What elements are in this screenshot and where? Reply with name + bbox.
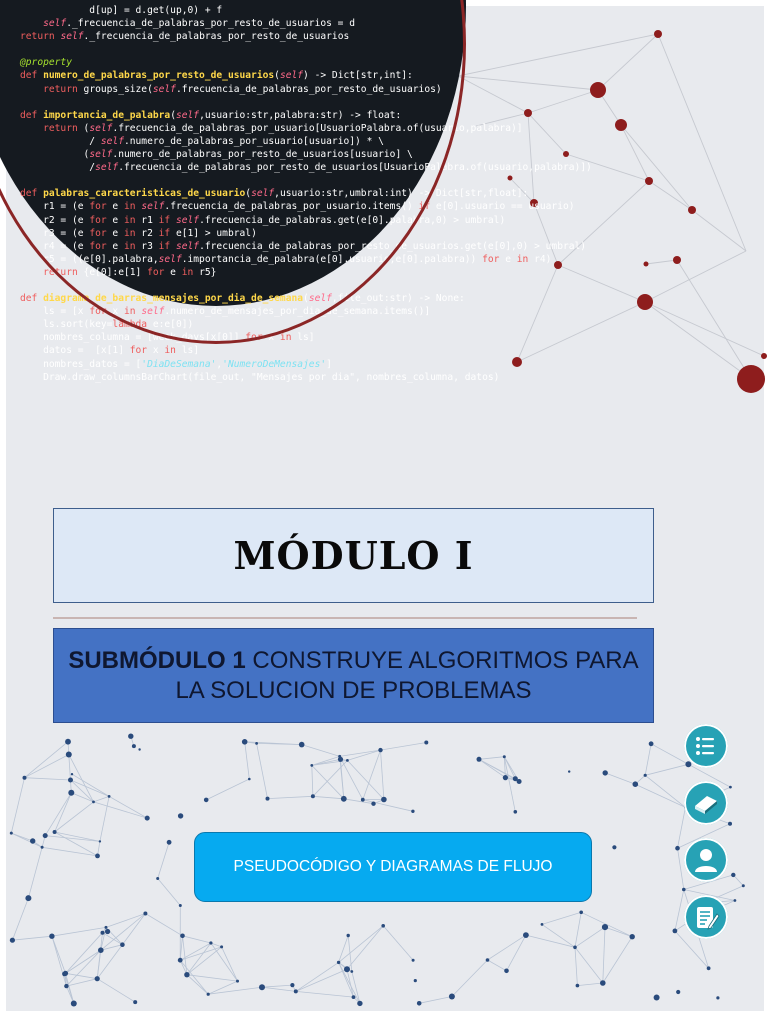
pseudocode-flowchart-button[interactable] — [194, 832, 592, 902]
submodule-number: SUBMÓDULO 1 — [68, 646, 246, 674]
list-icon[interactable] — [684, 724, 728, 768]
submodule-box — [53, 628, 654, 723]
submodule-description: CONSTRUYE ALGORITMOS PARA LA SOLUCION DE PROBLEMAS — [175, 646, 639, 704]
code-snippet: d[up] = d.get(up,0) + f self._frecuencia_de_palabras_por_resto_de_usuarios = d return self._frecuencia_de_palabras_por_resto_de_usuarios @property def numero_de_palabras_por_resto_de_usuarios(self) -> Dict[str,int]: return groups_size(self.frecuencia_de_palabras_por_resto_de_usuarios) def importancia_de_palabra(self,usuario:str,palabra:str) -> float: return (self.frecuencia_de_palabras_por_usuario[UsuarioPalabra.of(usuario,palabra)] / self.numero_de_palabras_por_usuario[usuario]) * \ (self.numero_de_palabras_por_resto_de_usuarios[usuario] \ /self.frecuencia_de_palabras_por_resto_de_usuarios[UsuarioPalabra.of(usuario,palabra)]) def palabras_caracteristicas_de_usuario(self,usuario:str,umbral:int) -> Dict[str,float]: r1 = (e for e in self.frecuencia_de_palabras_por_usuario.items() if e[0].usuario == usuario) r2 = (e for e in r1 if self.frecuencia_de_palabras.get(e[0].palabra,0) > umbral) r3 = (e for e in r2 if e[1] > umbral) r4 = (e for e in r3 if self.frecuencia_de_palabras_por_resto_de_usuarios.get(e[0],0) > umbral) r5 = ((e[0].palabra,self.importancia_de_palabra(e[0].usuario,e[0].palabra)) for e in r4) return {e[0]:e[1] for e in r5} def diagrama_de_barras_mensajes_por_dia_de_semana(self,file_out:str) -> None: ls = [x for x in self.numero_de_mensajes_por_dia_de_semana.items()] ls.sort(key=lambda e:e[0]) nombres_columna = [week_days[x[0]] for x in ls] datos = [x[1] for x in ls] nombres_datos = ['DiaDeSemana','NumeroDeMensajes'] Draw.draw_columnsBarChart(file_out, "Mensajes por dia", nombres_columna, datos) — [20, 5, 592, 383]
pseudocode-flowchart-label: PSEUDOCÓDIGO Y DIAGRAMAS DE FLUJO — [233, 858, 553, 875]
submodule-title — [68, 646, 639, 706]
notepad-icon[interactable] — [684, 895, 728, 939]
user-icon[interactable] — [684, 838, 728, 882]
module-title-box — [53, 508, 654, 603]
book-icon[interactable] — [684, 781, 728, 825]
cover-page — [6, 6, 764, 1011]
module-title: MÓDULO I — [233, 533, 474, 578]
divider-line — [53, 617, 637, 619]
